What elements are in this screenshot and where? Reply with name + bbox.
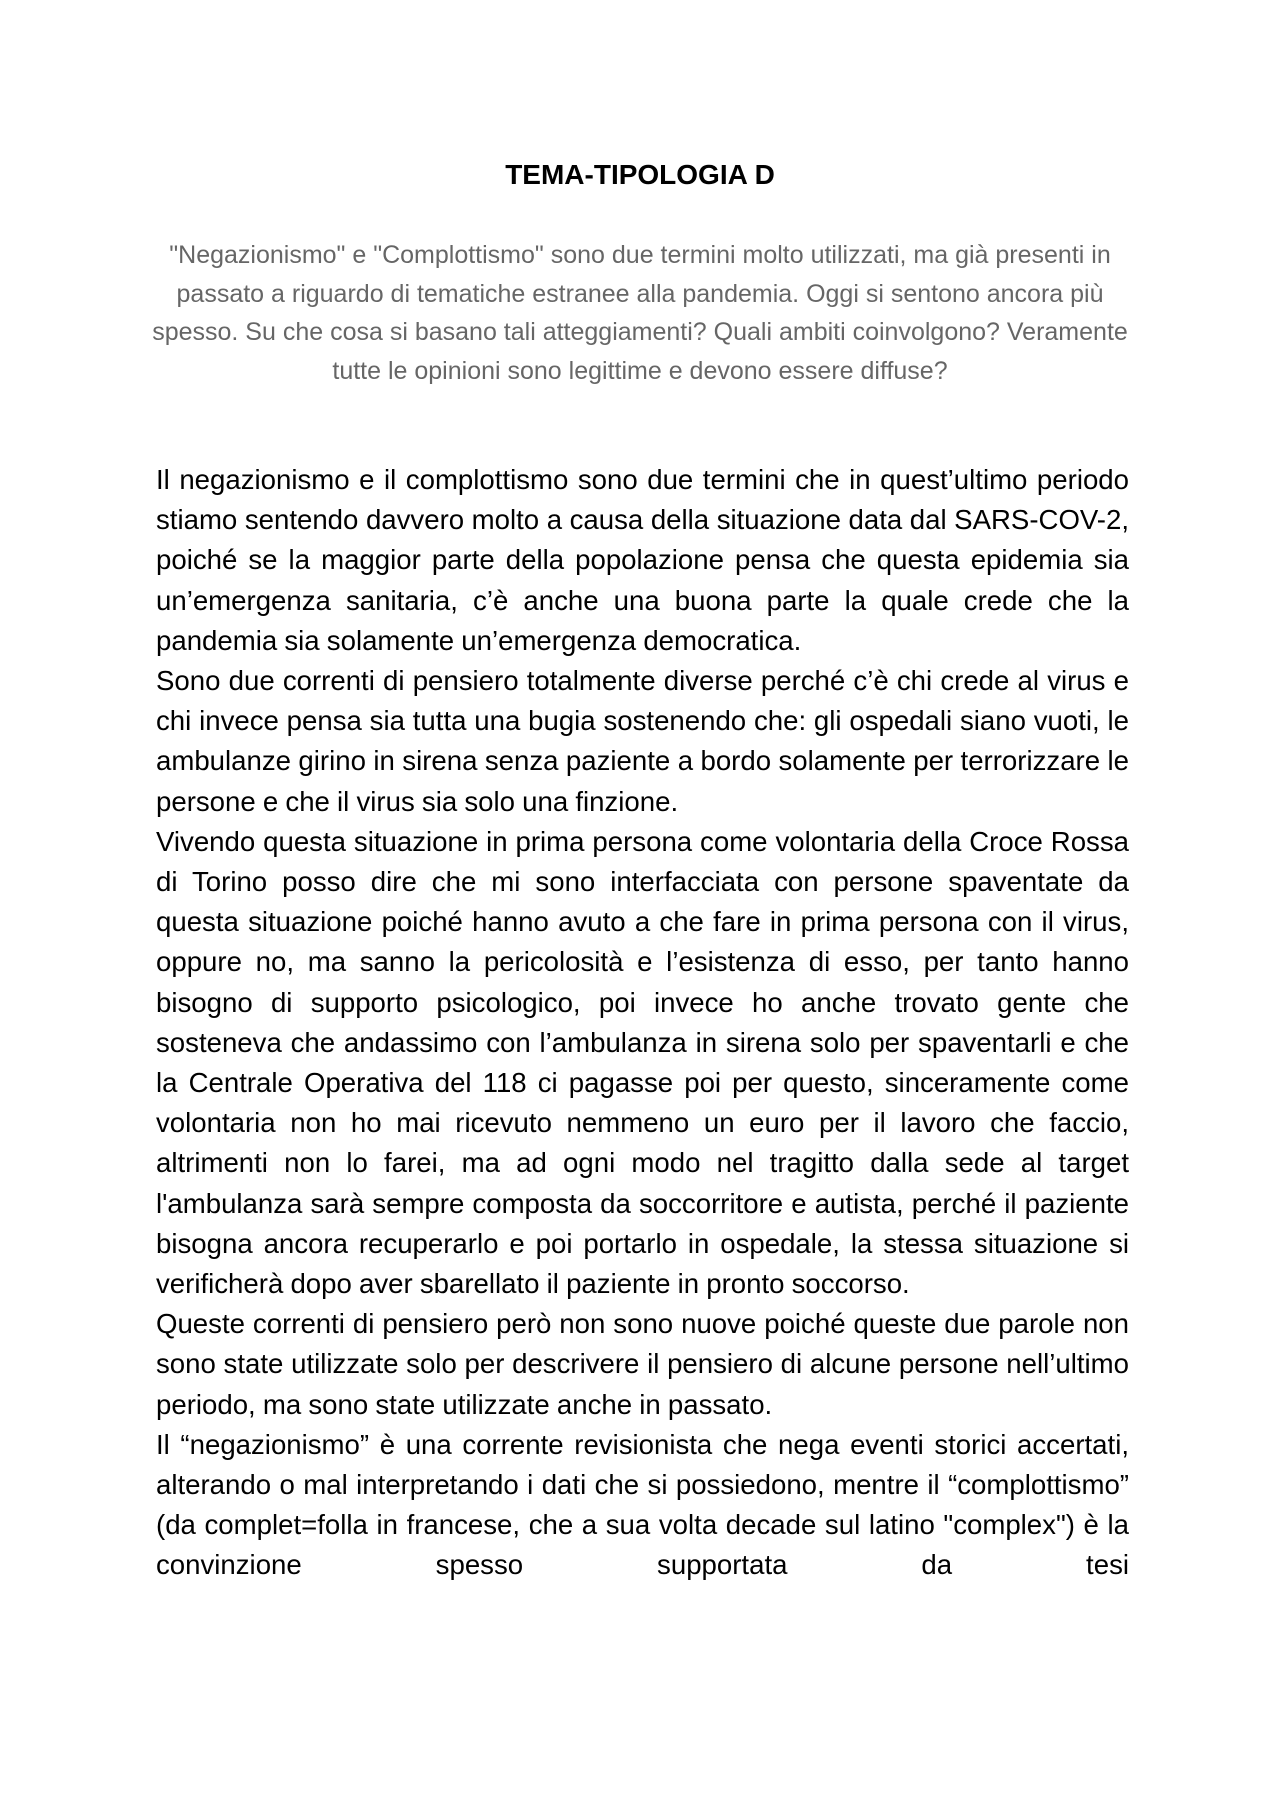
paragraph-5: Il “negazionismo” è una corrente revisionista che nega eventi storici accertati, alterando o mal interpretando i dati che si possiedono, mentre il “complottismo” (da complet=folla in francese, che a sua volta decade sul latino "complex") è la convinzione spesso supportata da tesi	[156, 1428, 1129, 1581]
paragraph-1: Il negazionismo e il complottismo sono due termini che in quest’ultimo periodo stiamo sentendo davvero molto a causa della situazione data dal SARS-COV-2, poiché se la maggior parte della popolazione pensa che questa epidemia sia un’emergenza sanitaria, c’è anche una buona parte la quale crede che la pandemia sia solamente un’emergenza democratica.	[156, 464, 1129, 656]
paragraph-4: Queste correnti di pensiero però non sono nuove poiché queste due parole non sono state utilizzate solo per descrivere il pensiero di alcune persone nell’ultimo periodo, ma sono state utilizzate anche in passato.	[156, 1308, 1129, 1420]
paragraph-2: Sono due correnti di pensiero totalmente diverse perché c’è chi crede al virus e chi invece pensa sia tutta una bugia sostenendo che: gli ospedali siano vuoti, le ambulanze girino in sirena senza paziente a bordo solamente per terrorizzare le persone e che il virus sia solo una finzione.	[156, 665, 1129, 817]
essay-prompt: "Negazionismo" e "Complottismo" sono due termini molto utilizzati, ma già presenti in passato a riguardo di tematiche estranee alla pandemia. Oggi si sentono ancora più spesso. Su che cosa si basano tali atteggiamenti? Quali ambiti coinvolgono? Veramente tutte le opinioni sono legittime e devono essere diffuse?	[152, 241, 1128, 385]
document-title: TEMA-TIPOLOGIA D	[505, 159, 775, 190]
essay-body	[156, 460, 1129, 1586]
paragraph-3: Vivendo questa situazione in prima persona come volontaria della Croce Rossa di Torino posso dire che mi sono interfacciata con persone spaventate da questa situazione poiché hanno avuto a che fare in prima persona con il virus, oppure no, ma sanno la pericolosità e l’esistenza di esso, per tanto hanno bisogno di supporto psicologico, poi invece ho anche trovato gente che sosteneva che andassimo con l’ambulanza in sirena solo per spaventarli e che la Centrale Operativa del 118 ci pagasse poi per questo, sinceramente come volontaria non ho mai ricevuto nemmeno un euro per il lavoro che faccio, altrimenti non lo farei, ma ad ogni modo nel tragitto dalla sede al target l'ambulanza sarà sempre composta da soccorritore e autista, perché il paziente bisogna ancora recuperarlo e poi portarlo in ospedale, la stessa situazione si verificherà dopo aver sbarellato il paziente in pronto soccorso.	[156, 825, 1129, 1300]
